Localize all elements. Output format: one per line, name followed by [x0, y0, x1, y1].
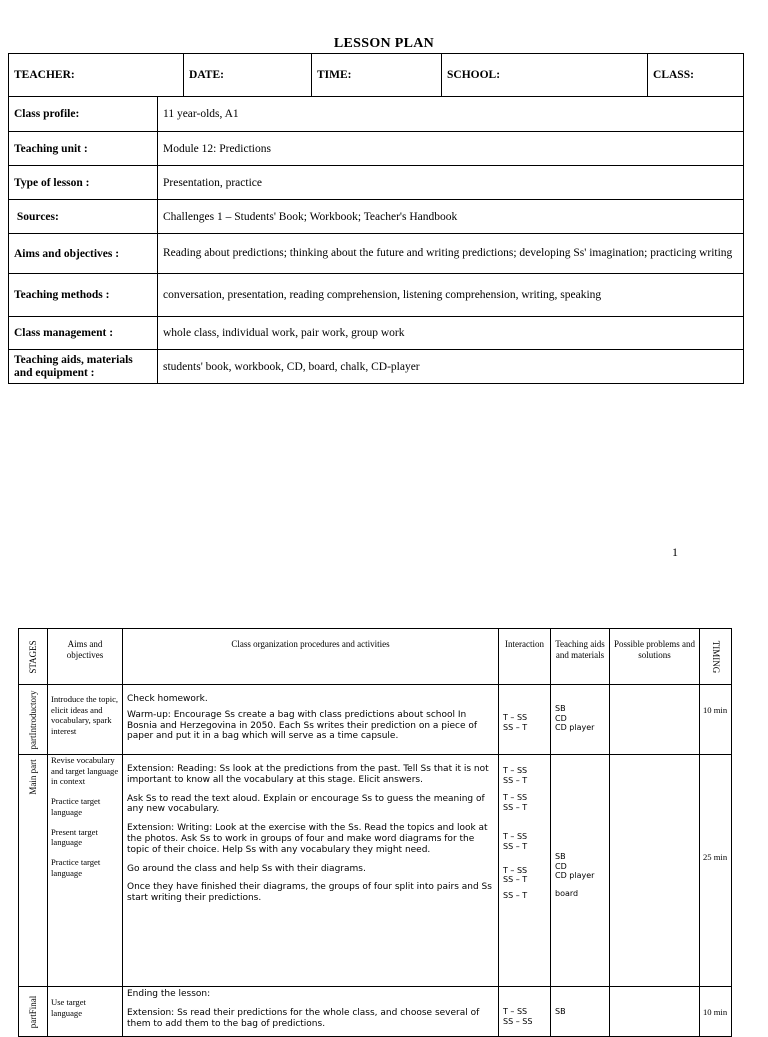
final-aids	[551, 987, 610, 1037]
interaction-value: SS – T	[503, 890, 528, 900]
class-field: CLASS:	[648, 54, 744, 97]
main-proc-2: Ask Ss to read the text aloud. Explain or encourage Ss to guess the meaning of any new vocabulary.	[127, 793, 485, 815]
stage-row-final	[19, 987, 732, 1037]
interaction-value: SS – T	[503, 875, 528, 885]
aim-text: Present target language	[51, 826, 98, 848]
lesson-info-table	[8, 53, 744, 384]
teaching-unit-value: Module 12: Predictions	[158, 132, 744, 166]
aids-header: Teaching aids and materials	[551, 629, 610, 685]
info-row	[9, 166, 744, 200]
interaction-value: T – SS	[503, 832, 528, 842]
interaction-value: SS – T	[503, 722, 528, 732]
final-aims	[48, 987, 123, 1037]
aids-label: Teaching aids, materials and equipment :	[9, 350, 158, 384]
timing-header	[700, 629, 732, 685]
aid-value: board	[555, 888, 579, 898]
methods-value: conversation, presentation, reading comprehension, listening comprehension, writing, speaking	[158, 274, 744, 317]
intro-timing	[700, 685, 732, 755]
info-row	[9, 317, 744, 350]
interaction-value: SS – SS	[503, 1016, 533, 1026]
stage-intro	[19, 685, 48, 755]
interaction-value: SS – T	[503, 775, 528, 785]
interaction-value: SS – T	[503, 841, 528, 851]
document-title: LESSON PLAN	[333, 36, 435, 51]
final-interaction	[499, 987, 551, 1037]
page-number: 1	[672, 545, 678, 559]
final-proc-1: Ending the lesson:	[127, 989, 211, 999]
final-procedures	[123, 987, 499, 1037]
stage-intro-label: partIntroductory	[28, 690, 38, 749]
interaction-value: T – SS	[503, 713, 528, 722]
intro-aids	[551, 685, 610, 755]
info-row	[9, 132, 744, 166]
intro-proc-2: Warm-up: Encourage Ss create a bag with class predictions about school In Bosnia and Herzegovina in 2050. Each Ss writes their prediction on a piece of paper and put it in a bag which will serve as a time capsule.	[127, 709, 478, 742]
main-timing	[700, 755, 732, 987]
aim-text: Use target language	[51, 997, 86, 1018]
sources-value: Challenges 1 – Students' Book; Workbook; Teacher's Handbook	[158, 200, 744, 234]
methods-label: Teaching methods :	[9, 274, 158, 317]
final-proc-2: Extension: Ss read their predictions for the whole class, and choose several of them to add them to the bag of predictions.	[127, 1007, 480, 1029]
main-interaction	[499, 755, 551, 987]
main-aims	[48, 755, 123, 987]
aid-value: SB	[555, 1007, 566, 1016]
stage-final	[19, 987, 48, 1037]
intro-proc-1: Check homework.	[127, 694, 208, 704]
aid-value: SB	[555, 704, 566, 713]
intro-procedures	[123, 685, 499, 755]
interaction-value: T – SS	[503, 766, 528, 775]
teacher-field: TEACHER:	[9, 54, 184, 97]
timing-header-text: TIMING	[710, 640, 721, 673]
aims-value: Reading about predictions; thinking about the future and writing predictions; developing Ss' imagination; practicing writing	[158, 234, 744, 274]
info-row	[9, 200, 744, 234]
main-problems	[610, 755, 700, 987]
stage-row-main	[19, 755, 732, 987]
stages-header-text: STAGES	[28, 639, 38, 674]
info-row	[9, 97, 744, 132]
stage-final-label: partFinal	[28, 995, 38, 1028]
lesson-type-label: Type of lesson :	[9, 166, 158, 200]
management-value: whole class, individual work, pair work, group work	[158, 317, 744, 350]
interaction-value: SS – T	[503, 802, 528, 812]
aid-value: CD	[555, 861, 567, 871]
intro-aims: Introduce the topic, elicit ideas and vocabulary, spark interest	[48, 685, 123, 755]
stages-table	[18, 628, 732, 1037]
aim-text: Revise vocabulary and target language in context	[51, 755, 119, 787]
main-proc-5: Once they have finished their diagrams, the groups of four split into pairs and Ss start writing their predictions.	[127, 882, 492, 904]
stages-header-row	[19, 629, 732, 685]
stage-row-intro	[19, 685, 732, 755]
aid-value: SB	[555, 852, 566, 861]
stage-main-label: Main part	[28, 759, 38, 795]
aim-text: Practice target language	[51, 857, 101, 878]
interaction-value: T – SS	[503, 793, 528, 803]
aid-value: CD player	[555, 723, 595, 733]
aims-label: Aims and objectives :	[9, 234, 158, 274]
aim-text: Practice target language	[51, 796, 101, 817]
info-row	[9, 234, 744, 274]
final-problems	[610, 987, 700, 1037]
stage-main	[19, 755, 48, 987]
aid-value: CD player	[555, 871, 595, 881]
main-aids	[551, 755, 610, 987]
sources-label: Sources:	[9, 200, 158, 234]
info-row	[9, 274, 744, 317]
main-proc-1: Extension: Reading: Ss look at the predictions from the past. Tell Ss that it is not important to know all the vocabulary at this stage. Elicit answers.	[127, 764, 489, 785]
aims-header: Aims and objectives	[48, 629, 123, 685]
timing-value: 25 min	[703, 852, 728, 862]
school-field: SCHOOL:	[442, 54, 648, 97]
main-proc-4: Go around the class and help Ss with their diagrams.	[127, 863, 366, 874]
header-row	[9, 54, 744, 97]
main-procedures	[123, 755, 499, 987]
time-field: TIME:	[312, 54, 442, 97]
aids-value: students' book, workbook, CD, board, chalk, CD-player	[158, 350, 744, 384]
final-timing	[700, 987, 732, 1037]
stages-header	[19, 629, 48, 685]
procedures-header: Class organization procedures and activities	[123, 629, 499, 685]
class-profile-label: Class profile:	[9, 97, 158, 132]
timing-value: 10 min	[703, 1007, 728, 1017]
interaction-value: T – SS	[503, 865, 528, 875]
intro-problems	[610, 685, 700, 755]
info-row	[9, 350, 744, 384]
aid-value: CD	[555, 713, 567, 723]
lesson-type-value: Presentation, practice	[158, 166, 744, 200]
management-label: Class management :	[9, 317, 158, 350]
interaction-value: T – SS	[503, 1007, 528, 1016]
problems-header: Possible problems and solutions	[610, 629, 700, 685]
date-field: DATE:	[184, 54, 312, 97]
class-profile-value: 11 year-olds, A1	[158, 97, 744, 132]
timing-value: 10 min	[703, 705, 728, 715]
teaching-unit-label: Teaching unit :	[9, 132, 158, 166]
intro-interaction	[499, 685, 551, 755]
interaction-header: Interaction	[499, 629, 551, 685]
main-proc-3: Extension: Writing: Look at the exercise with the Ss. Read the topics and look at the photos. Ask Ss to work in groups of four and make word diagrams for the topic of their choice. Help Ss with any vocabulary they might need.	[127, 823, 488, 855]
